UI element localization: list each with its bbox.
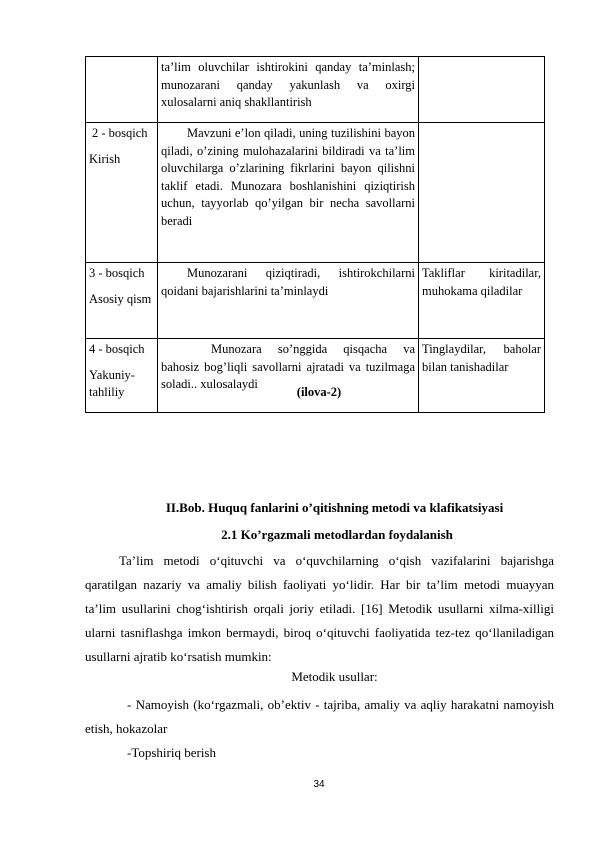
teacher-activity-text: Munozara so’nggida qisqacha va bahosiz bog’liqli savollarni ajratadi va tuzilmaga soladi.. xulosalaydi <box>161 342 415 391</box>
section-title: 2.1 Ko’rgazmali metodlardan foydalanish <box>221 527 453 542</box>
teacher-activity-text: Mavzuni e’lon qiladi, uning tuzilishini bayon qiladi, o’zining mulohazalarini bildiradi va ta’lim oluvchilarga o’zlarining fikrlarini bayon qilishni taklif etadi. Munozara boshlanishini qiziqtirish uchun, tayyorlab qo’yilgan bir necha savollarni beradi <box>161 126 415 228</box>
stage-number: 2 - bosqich <box>92 126 148 140</box>
student-activity-text: Takliflar kiritadilar, muhokama qiladilar <box>422 266 541 298</box>
stage-name: Asosiy qism <box>89 291 152 306</box>
student-activity-cell <box>419 263 545 339</box>
stage-number: 4 - bosqich <box>89 342 145 356</box>
stage-name: Kirish <box>89 151 121 166</box>
stage-name: Yakuniy-tahliliy <box>89 367 135 399</box>
student-activity-text: Tinglaydilar, baholar bilan tanishadilar <box>422 342 541 374</box>
list-item: - Namoyish (ko‘rgazmali, ob’ektiv - tajriba, amaliy va aqliy harakatni namoyish etish, hokazolar <box>85 697 554 736</box>
teacher-activity-cell <box>158 57 419 123</box>
table-row <box>86 339 545 413</box>
appendix-reference: (ilova-2) <box>296 385 342 399</box>
stage-cell <box>86 57 158 123</box>
table-row <box>86 57 545 123</box>
stage-cell <box>86 339 158 413</box>
teacher-activity-text: Munozarani qiziqtiradi, ishtirokchilarni qoidani bajarishlarini ta’minlaydi <box>161 266 415 298</box>
teacher-activity-cell <box>158 339 419 413</box>
list-item: -Topshiriq berish <box>127 745 216 760</box>
teacher-activity-text: ta’lim oluvchilar ishtirokini qanday ta’minlash; munozarani qanday yakunlash va oxirgi xulosalarni aniq shakllantirish <box>161 60 415 109</box>
table-row <box>86 263 545 339</box>
methods-heading: Metodik usullar: <box>291 669 378 684</box>
body-paragraph: Ta’lim metodi o‘qituvchi va o‘quvchilarning o‘qish vazifalarini bajarishga qaratilgan nazariy va amaliy bilish faoliyati yo‘lidir. Har bir ta’lim metodi muayyan ta’lim usullarini chog‘ishtirish orqali joriy etiladi. [16] Metodik usullarni xilma-xilligi ularni tasniflashga imkon bermaydi, biroq o‘qituvchi faoliyatida tez-tez qo‘llaniladigan usullarni ajratib ko‘rsatish mumkin: <box>85 553 554 664</box>
stage-cell <box>86 263 158 339</box>
table-row <box>86 123 545 263</box>
stage-cell <box>86 123 158 263</box>
student-activity-cell <box>419 123 545 263</box>
teacher-activity-cell <box>158 123 419 263</box>
chapter-title: II.Bob. Huquq fanlarini o’qitishning metodi va klafikatsiyasi <box>165 500 504 515</box>
student-activity-cell <box>419 339 545 413</box>
stage-number: 3 - bosqich <box>89 266 145 280</box>
teacher-activity-cell <box>158 263 419 339</box>
page-number: 34 <box>313 779 325 790</box>
lesson-stages-table <box>85 56 545 413</box>
student-activity-cell <box>419 57 545 123</box>
